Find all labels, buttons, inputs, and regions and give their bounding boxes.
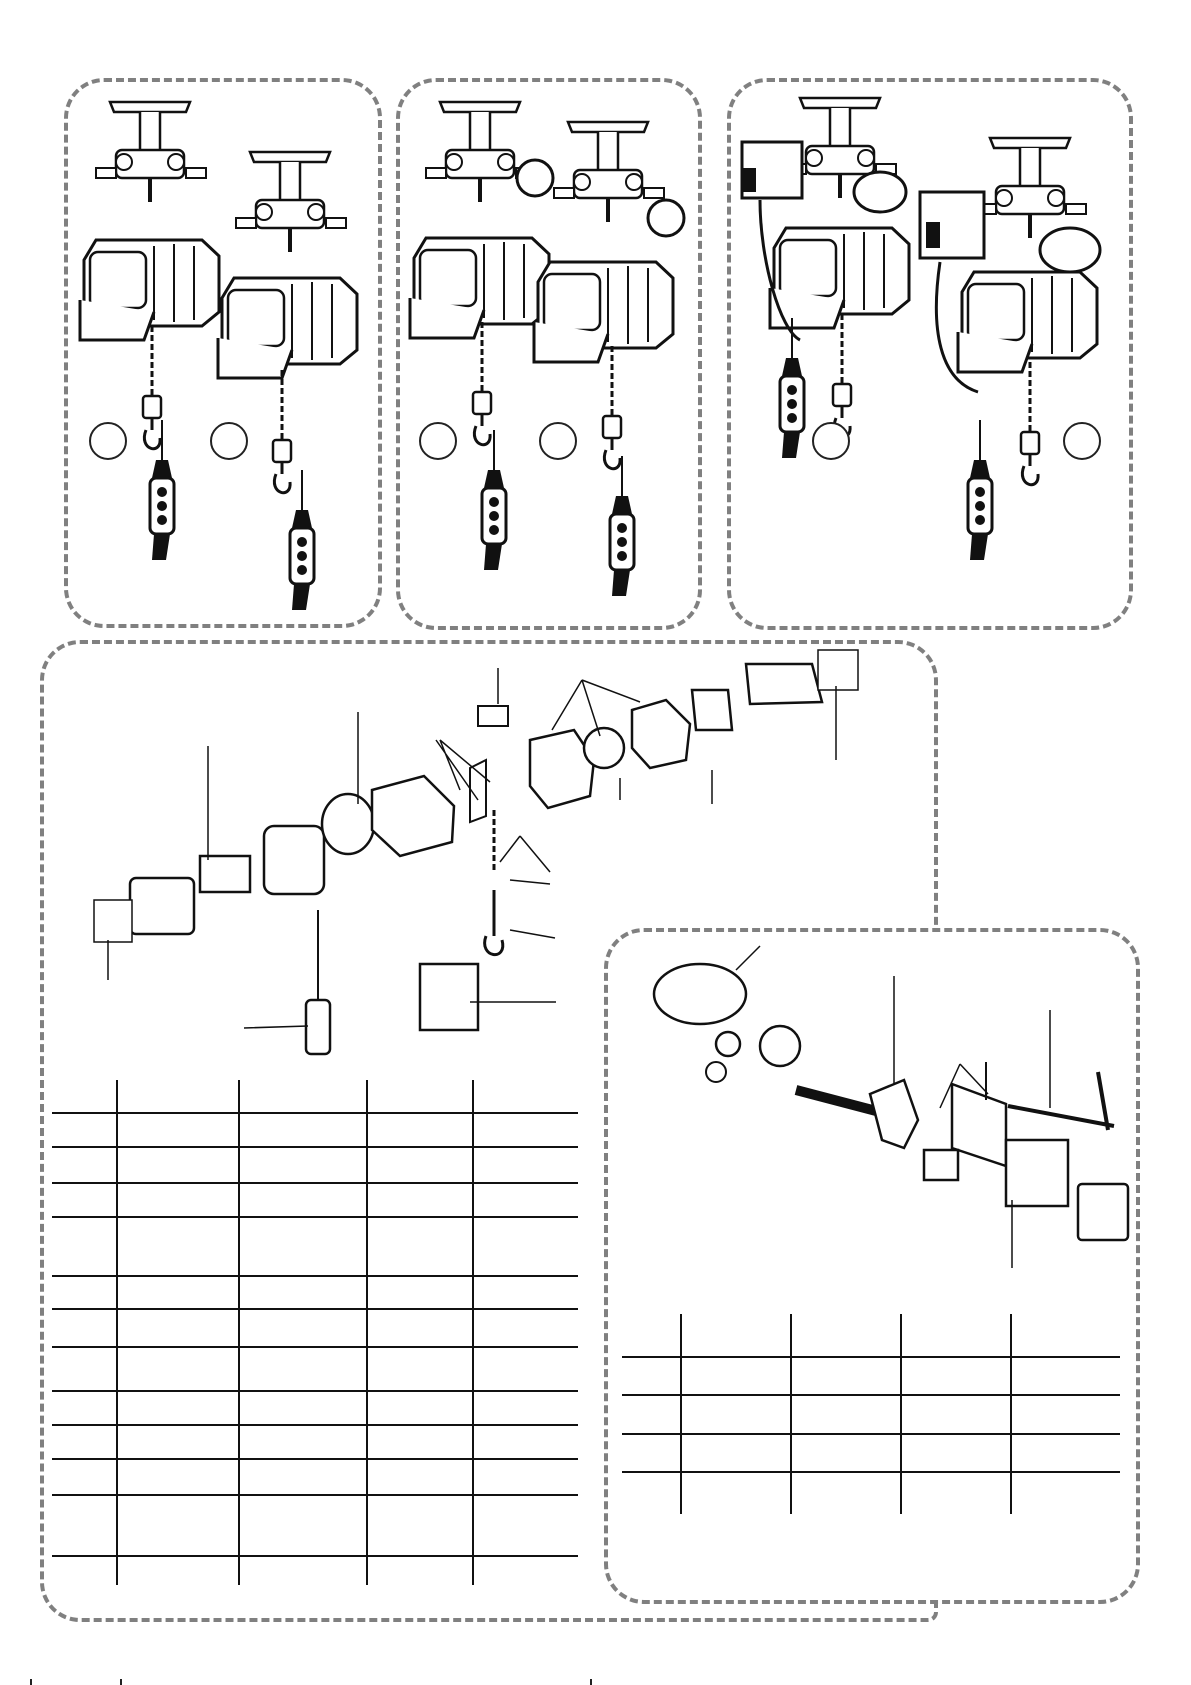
callout-circle-1 [89,422,127,460]
hoist-parts-table [52,1080,582,1585]
callout-circle-3 [419,422,457,460]
callout-circle-2 [210,422,248,460]
callout-circle-5 [812,422,850,460]
trolley-parts-table [622,1314,1122,1514]
footer-registration-marks [0,1677,1191,1685]
callout-circle-6 [1063,422,1101,460]
callout-circle-4 [539,422,577,460]
